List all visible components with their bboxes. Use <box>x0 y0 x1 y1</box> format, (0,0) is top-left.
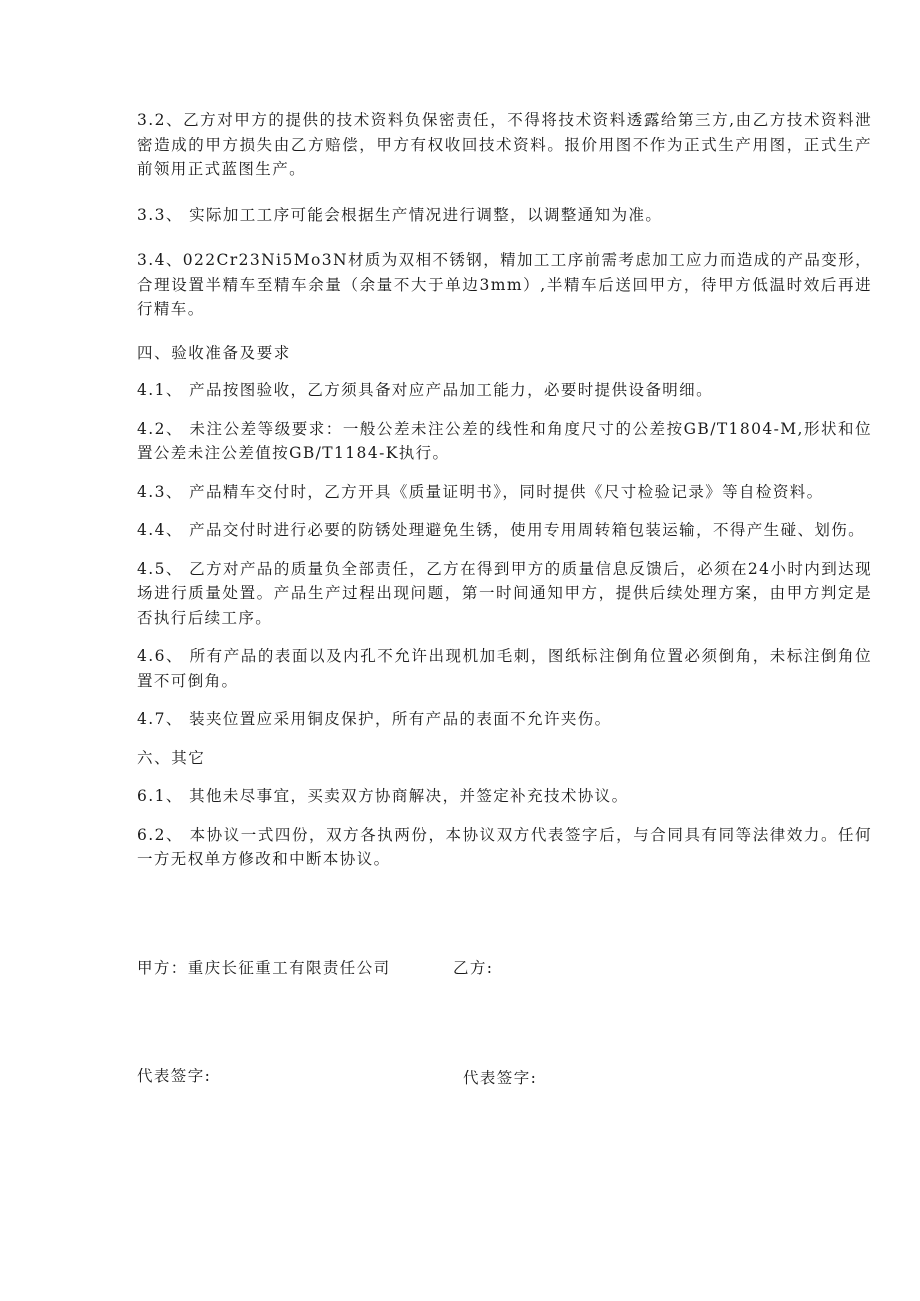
clause-4-1: 4.1、 产品按图验收，乙方须具备对应产品加工能力，必要时提供设备明细。 <box>137 381 713 399</box>
party-a-label: 甲方：重庆长征重工有限责任公司 <box>137 959 391 977</box>
clause-6-1: 6.1、 其他未尽事宜，买卖双方协商解决，并签定补充技术协议。 <box>137 787 629 805</box>
clause-3-4: 3.4、022Cr23Ni5Mo3N材质为双相不锈钢，精加工工序前需考虑加工应力而造成的产品变形，合理设置半精车至精车余量（余量不大于单边3mm）,半精车后送回甲方，待甲方低温时效后再进行精车。 <box>137 251 872 318</box>
clause-4-6: 4.6、 所有产品的表面以及内孔不允许出现机加毛刺，图纸标注倒角位置必须倒角，未标注倒角位置不可倒角。 <box>137 647 872 690</box>
clause-4-4: 4.4、 产品交付时进行必要的防锈处理避免生锈，使用专用周转箱包装运输，不得产生碰、划伤。 <box>137 521 866 539</box>
section-heading-other: 六、其它 <box>137 748 206 767</box>
party-a-signature-label: 代表签字: <box>137 1067 212 1085</box>
clause-4-3: 4.3、 产品精车交付时，乙方开具《质量证明书》，同时提供《尺寸检验记录》等自检资料。 <box>137 482 824 501</box>
clause-3-2: 3.2、乙方对甲方的提供的技术资料负保密责任，不得将技术资料透露给第三方,由乙方技术资料泄密造成的甲方损失由乙方赔偿，甲方有权收回技术资料。报价用图不作为正式生产用图，正式生产前领用正式蓝图生产。 <box>137 111 872 178</box>
clause-3-3: 3.3、 实际加工工序可能会根据生产情况进行调整，以调整通知为准。 <box>137 205 663 224</box>
section-heading-acceptance: 四、验收准备及要求 <box>137 343 291 362</box>
party-b-signature-label: 代表签字: <box>463 1069 538 1087</box>
clause-4-7: 4.7、 装夹位置应采用铜皮保护，所有产品的表面不允许夹伤。 <box>137 710 612 728</box>
clause-6-2: 6.2、 本协议一式四份，双方各执两份，本协议双方代表签字后，与合同具有同等法律效力。任何一方无权单方修改和中断本协议。 <box>137 825 872 868</box>
document-body <box>137 108 872 872</box>
party-b-label: 乙方: <box>453 959 494 977</box>
clause-4-2: 4.2、 未注公差等级要求：一般公差未注公差的线性和角度尺寸的公差按GB/T1804-M,形状和位置公差未注公差值按GB/T1184-K执行。 <box>137 419 872 462</box>
clause-4-5: 4.5、 乙方对产品的质量负全部责任，乙方在得到甲方的质量信息反馈后，必须在24小时内到达现场进行质量处置。产品生产过程出现问题，第一时间通知甲方，提供后续处理方案，由甲方判定是否执行后续工序。 <box>137 559 872 627</box>
